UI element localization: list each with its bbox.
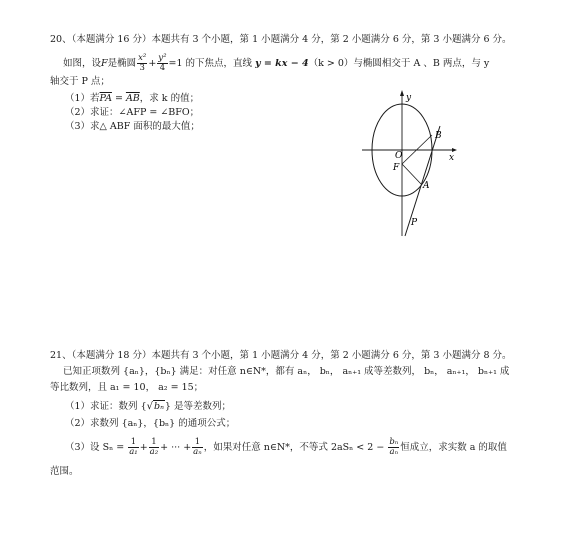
q20-intro-c: =1 的下焦点，直线	[168, 58, 253, 69]
q21-part1-a: （1）求证：数列 {	[65, 401, 147, 412]
q20-header: 20、（本题满分 16 分）本题共有 3 个小题，第 1 小题满分 4 分，第 2 小题满分 6 分，第 3 小题满分 6 分。	[50, 34, 512, 45]
frac-1-a2	[149, 438, 159, 457]
ellipse-x-term	[137, 54, 147, 73]
label-A: A	[423, 181, 430, 191]
frac-bn-an-den: aₙ	[389, 447, 399, 457]
segment-FB	[402, 135, 432, 164]
ellipse-y-num: y²	[158, 53, 167, 63]
plus-dots: + ··· +	[160, 442, 192, 453]
q20-intro-F: F	[101, 58, 108, 69]
segment-FA	[402, 164, 421, 184]
q20-figure	[360, 88, 470, 238]
frac-1-a1-num: 1	[128, 438, 138, 448]
q20-intro-e: 轴交于 P 点；	[50, 76, 110, 87]
ellipse-y-term	[157, 54, 167, 73]
sqrt-sign: √	[146, 401, 153, 412]
q21-part3-b: ，如果对任意 n∈N*，不等式 2aSₙ < 2 −	[203, 442, 385, 453]
line-condition: （k > 0）	[308, 58, 354, 69]
q21-part1-b: } 是等差数列；	[164, 401, 231, 412]
sqrt-bn: bₙ	[153, 401, 164, 412]
q21-line2: 等比数列，且 a₁ = 10， a₂ = 15；	[50, 382, 204, 393]
frac-1-a1	[128, 438, 138, 457]
q21-part1	[65, 400, 231, 413]
ellipse-x-num: x²	[138, 53, 147, 63]
frac-bn-an-num: bₙ	[389, 437, 399, 447]
q21-end: 范围。	[50, 466, 79, 477]
q20-intro-d: 与椭圆相交于 A 、B 两点，与 y	[353, 58, 490, 69]
label-B: B	[435, 131, 442, 141]
label-y: y	[406, 93, 412, 103]
frac-1-a2-num: 1	[149, 438, 159, 448]
frac-1-an-den: aₙ	[193, 447, 202, 457]
q20-intro-line: 如图，设F是椭圆 $\frac{\text{x²}}{3}$ + $\frac{\text{y²}}{4}$ =1 的下焦点，直线 y = kx − 4（k > 0）与椭圆相交于 A 、B 两点，与 y	[63, 53, 490, 73]
q20-part3: （3）求△ ABF 面积的最大值；	[65, 121, 200, 132]
frac-1-a2-den: a₂	[149, 447, 159, 457]
q21-part3: （3）设 Sₙ = $\frac{1}{\text{a₁}}$ + $\frac{1}{\text{a₂}}$ + ··· + $\frac{1}{\text{aₙ}}$ ，如果对任意 n∈N*，不等式 2aSₙ < 2 − $\frac{\text{bₙ}}{\text{aₙ}}$ 恒成立，求实数 a 的取值	[65, 437, 507, 457]
label-O: O	[395, 151, 403, 161]
q20-part1	[65, 93, 199, 105]
q21-part3-a: （3）设 Sₙ =	[65, 442, 125, 453]
label-F: F	[393, 163, 400, 173]
q21-line1: 已知正项数列 {aₙ}，{bₙ} 满足：对任意 n∈N*，都有 aₙ， bₙ， aₙ₊₁ 成等差数列， bₙ， aₙ₊₁， bₙ₊₁ 成	[63, 366, 510, 377]
q20-part1-b: ，求 k 的值；	[139, 93, 200, 104]
frac-bn-an	[388, 438, 399, 457]
frac-1-an	[192, 438, 203, 457]
q21-header: 21、（本题满分 18 分）本题共有 3 个小题，第 1 小题满分 4 分，第 2 小题满分 6 分，第 3 小题满分 8 分。	[50, 350, 512, 361]
q21-part3-c: 恒成立，求实数 a 的取值	[400, 442, 507, 453]
ellipse-y-den: 4	[159, 63, 166, 73]
label-P: P	[411, 218, 418, 228]
q21-part2: （2）求数列 {aₙ}，{bₙ} 的通项公式；	[65, 418, 236, 429]
q20-intro-b: 是椭圆	[107, 58, 137, 69]
label-x: x	[449, 153, 455, 163]
q20-intro-a: 如图，设	[63, 58, 102, 69]
ellipse-x-den: 3	[139, 63, 145, 73]
frac-1-a1-den: a₁	[129, 447, 138, 457]
line-equation: y = kx − 4	[255, 58, 309, 69]
y-axis-arrow	[400, 90, 404, 96]
vector-AB: $\overline{AB}$	[125, 93, 140, 104]
q20-part1-eq: =	[111, 93, 126, 104]
vector-PA: $\overline{PA}$	[99, 93, 112, 104]
q20-part2: （2）求证：∠AFP = ∠BFO；	[65, 107, 200, 118]
x-axis-arrow	[452, 148, 457, 152]
q20-part1-a: （1）若	[65, 93, 100, 104]
frac-1-an-num: 1	[192, 438, 203, 448]
